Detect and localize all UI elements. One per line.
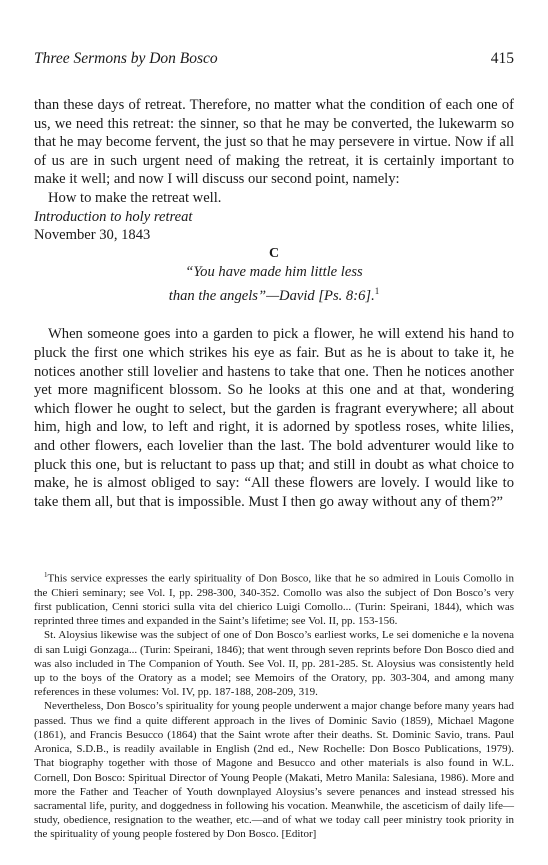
footnote-3: Nevertheless, Don Bosco’s spirituality for young people underwent a major change before many years had passed. Thus we find a quite different approach in the lives of Dominic Savio (1859), Michael Magone (1861), and Francis Besucco (1864) that the Saint wrote after their deaths. St. Dominic Savio, trans. Paul Aronica, S.D.B., is readily available in English (2nd ed., New Rochelle: Don Bosco Publications, 1979). That biography together with those of Magone and Besucco and other materials is also found in W.L. Cornell, Don Bosco: Spiritual Director of Young People (Makati, Metro Manila: Salesiana, 1986). More and more the Father and Teacher of Youth downplayed Aloysius’s severe penances and instead stressed his sacramental life, purity, and doggedness in following his vocation. Meanwhile, the asceticism of daily life—study, obedience, resignation to the weather, etc.—and of what we today call peer ministry took priority in the spirituality of young people fostered by Don Bosco. [Editor]	[34, 700, 514, 841]
footnote-2: St. Aloysius likewise was the subject of one of Don Bosco’s earliest works, Le sei domeniche e la novena di san Luigi Gonzaga... (Turin: Speirani, 1846); that went through seven reprints before Don Bosco died and was also included in The Companion of Youth. See Vol. II, pp. 281-285. St. Aloysius was consistently held up to the boys of the Oratory as a model; see Memoirs of the Oratory, pp. 303-304, and among many references in these volumes: Vol. IV, pp. 187-188, 208-209, 319.	[34, 629, 514, 699]
footnote-marker: 1	[44, 571, 48, 579]
page-number: 415	[490, 50, 514, 67]
epigraph-line-2: than the angels”—David [Ps. 8:6].	[168, 287, 375, 304]
footnote-reference: 1	[374, 285, 380, 296]
dateline-title: Introduction to holy retreat	[34, 208, 193, 225]
paragraph-2: When someone goes into a garden to pick a flower, he will extend his hand to pluck the first one which strikes his eye as fair. But as he is about to take it, he notices another still lovelier and hastens to take that one. Then he notices another yet more magnificent blossom. So he looks at this one and at that, wondering which flower he ought to select, but the garden is fragrant everywhere; all about him, high and low, to left and right, it is adorned by spotless roses, white lilies, and other flowers, each lovelier than the last. The bold adventurer would like to pluck this one, but is reluctant to pass up that; and still in doubt as what choice to make, he is almost obliged to say: “All these flowers are lovely. I would like to take them all, but that is impossible. Must I then go away without any of them?”	[34, 326, 514, 510]
body-text	[34, 96, 514, 511]
paragraph-1: than these days of retreat. Therefore, no matter what the condition of each one of us, we need this retreat: the sinner, so that he may be converted, the lukewarm so that he may become fervent, the just so that he may persevere in virtue. Now if all of us are in such urgent need of making the retreat, it is certainly important to make it well; and now I will discuss our second point, namely:	[34, 97, 514, 188]
footnotes	[34, 568, 514, 842]
section-letter: C	[268, 245, 280, 261]
epigraph	[34, 263, 514, 305]
footnote-1	[34, 568, 514, 628]
footnote-1-text: This service expresses the early spirituality of Don Bosco, like that he so admired in Louis Comollo in the Chieri seminary; see Vol. I, pp. 298-300, 340-352. Comollo was also the subject of Don Bosco’s very first publication, Cenni storici sulla vita del chierico Luigi Comollo... (Turin: Speirani, 1844), which was reprinted three times and expanded in the Saint’s lifetime; see Vol. II, pp. 153-156.	[34, 572, 514, 628]
subheading: How to make the retreat well.	[48, 189, 222, 206]
epigraph-line-1: “You have made him little less	[185, 264, 363, 281]
running-title: Three Sermons by Don Bosco	[34, 50, 218, 67]
page-header	[34, 50, 514, 72]
dateline-date: November 30, 1843	[34, 227, 151, 244]
